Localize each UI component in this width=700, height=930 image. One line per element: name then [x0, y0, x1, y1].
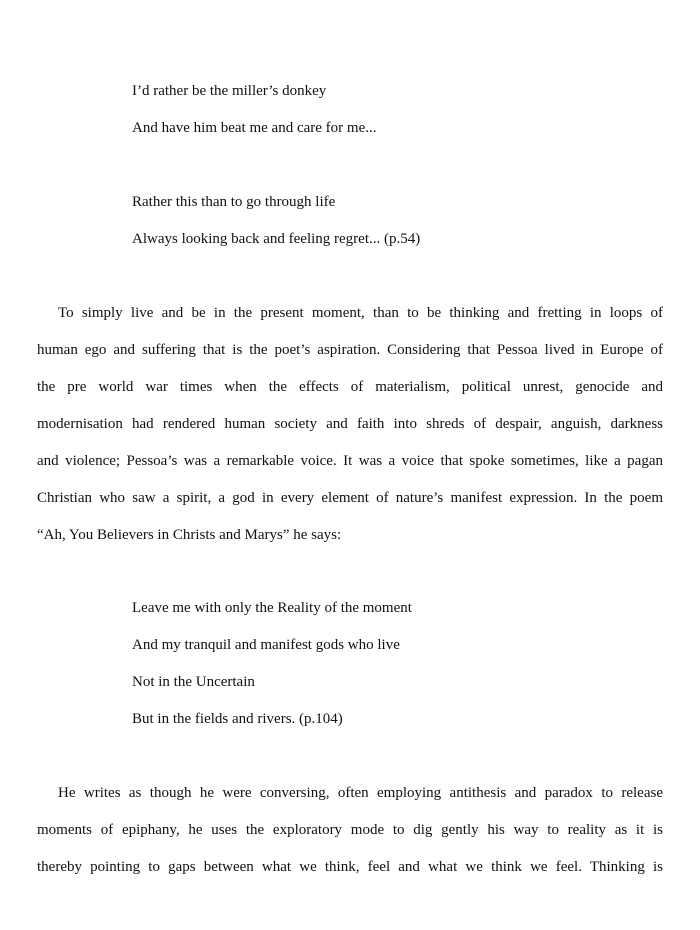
prose-line: the pre world war times when the effects of materialism, political unrest, genocide and [37, 379, 663, 395]
prose-line: To simply live and be in the present moment, than to be thinking and fretting in loops of [58, 305, 663, 321]
verse-line: And have him beat me and care for me... [132, 120, 377, 136]
verse-line: Rather this than to go through life [132, 194, 336, 210]
verse-line: But in the fields and rivers. (p.104) [132, 711, 343, 727]
verse-line: Leave me with only the Reality of the moment [132, 600, 412, 616]
prose-line: modernisation had rendered human society and faith into shreds of despair, anguish, darkness [37, 416, 663, 432]
prose-line: thereby pointing to gaps between what we think, feel and what we think we feel. Thinking is [37, 859, 663, 875]
verse-line: Not in the Uncertain [132, 674, 255, 690]
verse-line: I’d rather be the miller’s donkey [132, 83, 327, 99]
prose-line: “Ah, You Believers in Christs and Marys” he says: [37, 527, 342, 543]
prose-line: human ego and suffering that is the poet’s aspiration. Considering that Pessoa lived in Europe of [37, 342, 663, 358]
prose-line: and violence; Pessoa’s was a remarkable voice. It was a voice that spoke sometimes, like a pagan [37, 453, 663, 469]
verse-line: Always looking back and feeling regret... (p.54) [132, 231, 421, 247]
verse-line: And my tranquil and manifest gods who live [132, 637, 400, 653]
prose-line: Christian who saw a spirit, a god in every element of nature’s manifest expression. In the poem [37, 490, 663, 506]
prose-line: moments of epiphany, he uses the exploratory mode to dig gently his way to reality as it is [37, 822, 663, 838]
prose-line: He writes as though he were conversing, often employing antithesis and paradox to release [58, 785, 663, 801]
